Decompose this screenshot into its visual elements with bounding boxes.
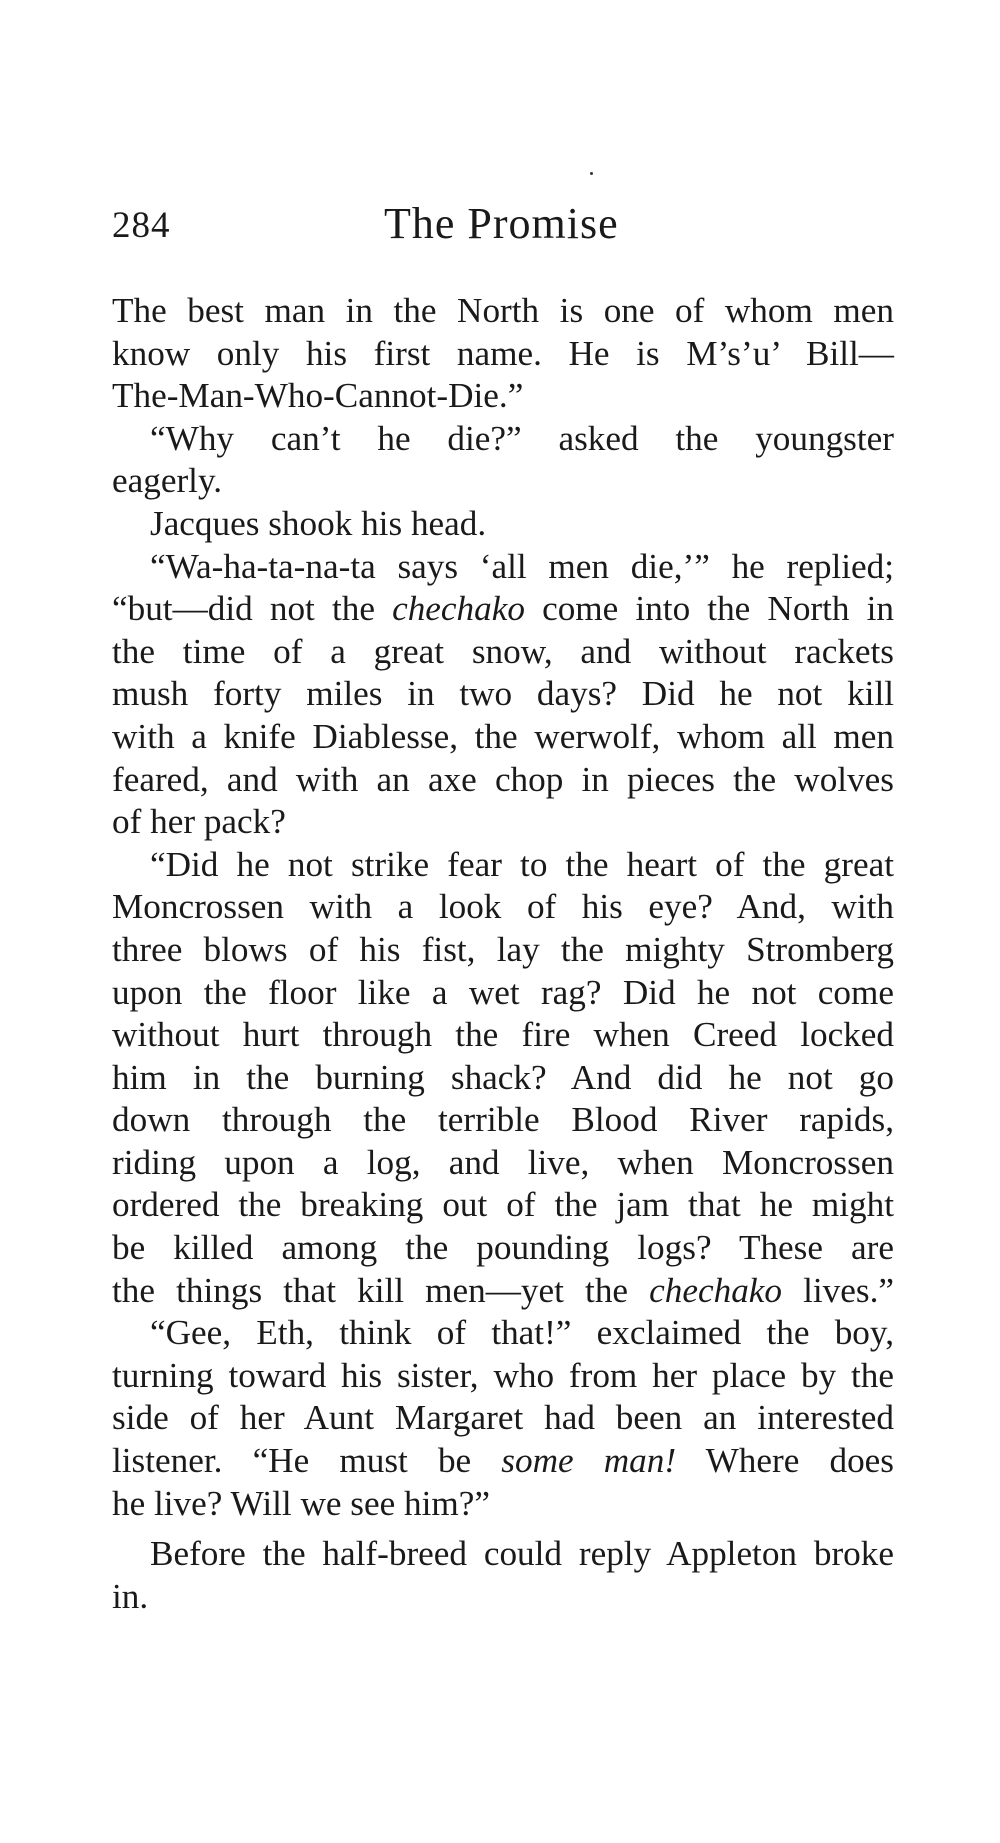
text-segment: side of her Aunt Margaret had been an interested xyxy=(112,1398,894,1438)
text-segment: mush forty miles in two days? Did he not kill xyxy=(112,674,894,714)
text-segment: three blows of his fist, lay the mighty Stromberg xyxy=(112,929,894,969)
page-number: 284 xyxy=(112,205,171,246)
text-segment: “but—did not the xyxy=(112,589,393,629)
text-segment: without hurt through the fire when Creed locked xyxy=(112,1015,894,1055)
text-segment: the things that kill men—yet the xyxy=(112,1270,650,1310)
text-line xyxy=(112,1057,894,1100)
text-segment: be killed among the pounding logs? These are xyxy=(112,1228,894,1268)
text-line xyxy=(112,333,894,376)
text-segment: The best man in the North is one of whom men xyxy=(112,291,894,330)
text-segment: ordered the breaking out of the jam that he might xyxy=(112,1185,894,1225)
italic-text: chechako xyxy=(649,1270,783,1310)
text-segment: upon the floor like a wet rag? Did he not come xyxy=(112,972,894,1012)
text-segment: know only his first name. He is M’s’u’ Bill— xyxy=(112,333,894,373)
text-line xyxy=(112,972,894,1015)
text-segment: riding upon a log, and live, when Moncrossen xyxy=(112,1142,894,1182)
text-line xyxy=(112,844,894,887)
text-line xyxy=(112,1270,894,1313)
text-segment: down through the terrible Blood River rapids, xyxy=(112,1100,894,1140)
text-line xyxy=(112,1576,894,1619)
text-line xyxy=(112,1397,894,1440)
text-segment: “Gee, Eth, think of that!” exclaimed the boy, xyxy=(150,1313,894,1353)
text-line xyxy=(112,503,894,546)
text-line xyxy=(112,673,894,716)
text-line xyxy=(112,1142,894,1185)
text-segment: with a knife Diablesse, the werwolf, whom all men xyxy=(112,716,894,756)
text-line xyxy=(112,418,894,461)
text-line xyxy=(112,1355,894,1398)
text-line xyxy=(112,1099,894,1142)
text-line xyxy=(112,290,894,333)
text-line xyxy=(112,631,894,674)
text-segment: listener. “He must be xyxy=(112,1441,502,1481)
text-segment: of her pack? xyxy=(112,802,286,842)
text-segment: come into the North in xyxy=(524,589,895,629)
text-line xyxy=(112,1227,894,1270)
print-speck xyxy=(590,172,593,175)
text-segment: Moncrossen with a look of his eye? And, with xyxy=(112,887,894,927)
text-line xyxy=(112,1483,894,1526)
text-segment: feared, and with an axe chop in pieces the wolves xyxy=(112,759,894,799)
running-title: The Promise xyxy=(384,199,619,248)
text-segment: “Wa-ha-ta-na-ta says ‘all men die,’” he replied; xyxy=(150,546,894,586)
text-segment: Jacques shook his head. xyxy=(150,503,487,543)
text-segment: The-Man-Who-Cannot-Die.” xyxy=(112,376,524,416)
text-segment: Where does xyxy=(676,1441,894,1481)
text-segment: in. xyxy=(112,1576,149,1616)
text-line xyxy=(112,759,894,802)
text-line xyxy=(112,375,894,418)
text-segment: the time of a great snow, and without rackets xyxy=(112,631,894,671)
text-segment: eagerly. xyxy=(112,461,223,501)
text-segment: him in the burning shack? And did he not go xyxy=(112,1057,894,1097)
text-line xyxy=(112,886,894,929)
text-segment: “Did he not strike fear to the heart of the great xyxy=(150,844,894,884)
text-segment: Before the half-breed could reply Appleton broke xyxy=(150,1534,894,1574)
text-line xyxy=(112,588,894,631)
text-line xyxy=(112,546,894,589)
text-segment: lives.” xyxy=(782,1270,895,1310)
text-segment: “Why can’t he die?” asked the youngster xyxy=(150,418,894,458)
text-line xyxy=(112,1312,894,1355)
running-head xyxy=(112,198,892,258)
text-line xyxy=(112,801,894,844)
text-line xyxy=(112,1440,894,1483)
text-line xyxy=(112,716,894,759)
body-text xyxy=(112,290,894,1618)
text-segment: he live? Will we see him?” xyxy=(112,1483,491,1523)
text-line xyxy=(112,460,894,503)
text-segment: turning toward his sister, who from her place by the xyxy=(112,1355,894,1395)
italic-text: chechako xyxy=(392,589,525,629)
text-line xyxy=(112,1014,894,1057)
text-line xyxy=(112,1184,894,1227)
text-line xyxy=(112,929,894,972)
italic-text: some man! xyxy=(501,1441,677,1481)
text-line xyxy=(112,1533,894,1576)
